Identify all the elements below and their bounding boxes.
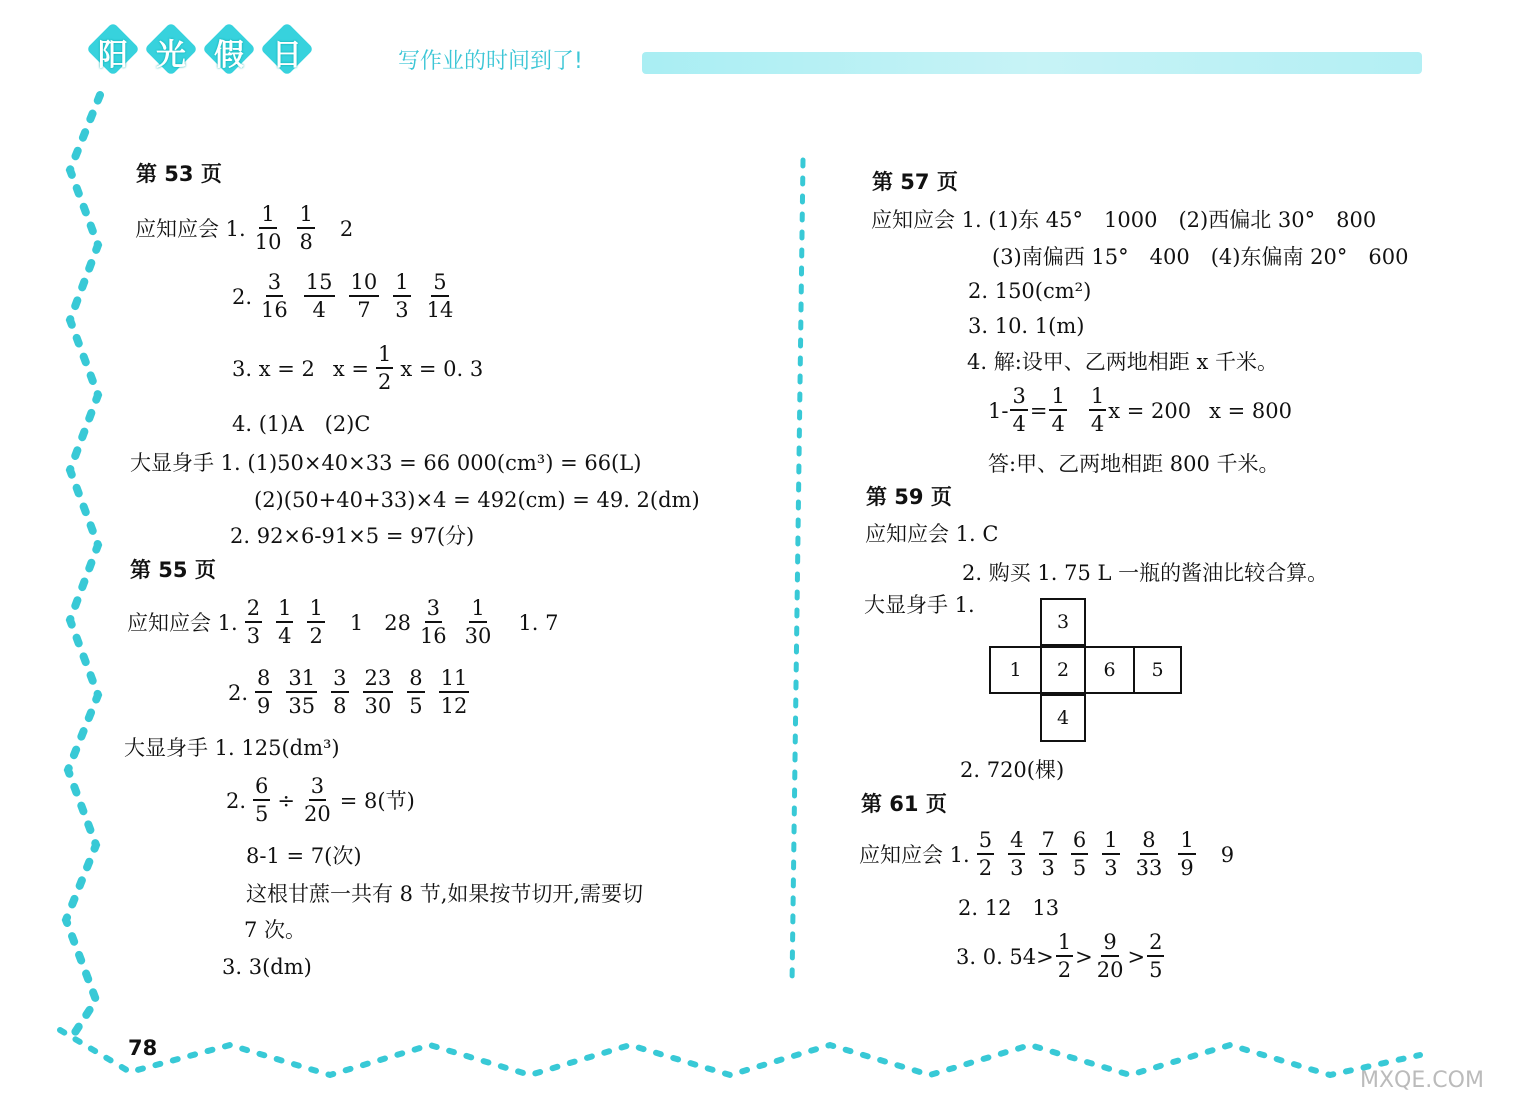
logo-char: 光 (156, 38, 186, 73)
fraction: $\frac{1}{3}$ (1104, 828, 1118, 880)
p57-line2: 2. 150(cm²) (968, 279, 1092, 303)
section-title-p55: 第 55 页 (130, 558, 216, 582)
fraction: $\frac{23}{30}$ (364, 666, 392, 718)
net-cell: 5 (1133, 646, 1182, 694)
fraction: $\frac{2}{5}$ (1149, 930, 1163, 982)
value: 2 (339, 216, 354, 241)
logo-char: 阳 (98, 38, 128, 73)
fraction: $\frac{2}{3}$ (246, 596, 261, 648)
p53-d2: 2. 92×6-91×5 = 97(分) (230, 524, 475, 548)
p53-line3: 3. x = 2 x = $\frac{1}{2}$ x = 0. 3 (232, 342, 484, 394)
p59-line2: 2. 购买 1. 75 L 一瓶的酱油比较合算。 (962, 561, 1329, 585)
fraction: $\frac{9}{20}$ (1096, 930, 1124, 982)
watermark: MXQE.COM (1360, 1068, 1484, 1093)
p59-d1: 大显身手 1. (864, 593, 975, 617)
p55-line1: 应知应会 1. $\frac{2}{3}$ $\frac{1}{4}$ $\frac{1}{2}$ 1 28 $\frac{3}{16}$ $\frac{1}{30}$ 1. 7 (127, 596, 559, 648)
p53-d1: 大显身手 1. (1)50×40×33 = 66 000(cm³) = 66(L) (130, 451, 642, 475)
p53-line2 (232, 272, 462, 321)
fraction: $\frac{1}{2}$ (1057, 930, 1072, 982)
header-slogan: 写作业的时间到了! (398, 49, 583, 74)
p53-line1 (135, 204, 353, 253)
fraction: $\frac{3}{16}$ (419, 596, 447, 648)
fraction: $\frac{15}{4}$ (305, 270, 333, 322)
p55-line2: 2. $\frac{8}{9}$ $\frac{31}{35}$ $\frac{3}{8}$ $\frac{23}{30}$ $\frac{8}{5}$ $\frac{11}{12}$ (228, 666, 468, 718)
net-cell: 1 (989, 646, 1042, 694)
fraction: $\frac{7}{3}$ (1041, 828, 1055, 880)
label: 应知应会 1. (135, 216, 246, 241)
p57-answer: 答:甲、乙两地相距 800 千米。 (988, 452, 1280, 476)
fraction: $\frac{1}{8}$ (299, 202, 313, 254)
fraction: $\frac{31}{35}$ (288, 666, 316, 718)
p61-line2: 2. 12 13 (958, 896, 1060, 920)
p59-d2: 2. 720(棵) (960, 758, 1065, 782)
page-number: 78 (128, 1036, 158, 1060)
fraction: $\frac{6}{5}$ (255, 774, 269, 826)
fraction: $\frac{1}{9}$ (1180, 828, 1194, 880)
p53-line4: 4. (1)A (2)C (232, 412, 371, 436)
p55-d2-line3: 这根甘蔗一共有 8 节,如果按节切开,需要切 (246, 882, 644, 906)
fraction: $\frac{1}{30}$ (464, 596, 492, 648)
fraction: $\frac{6}{5}$ (1072, 828, 1087, 880)
fraction: $\frac{1}{10}$ (254, 202, 282, 254)
fraction: $\frac{3}{16}$ (261, 270, 288, 322)
header-band (642, 52, 1422, 74)
label: 2. (232, 284, 253, 309)
net-cell: 6 (1084, 646, 1135, 694)
p55-d2-line2: 8-1 = 7(次) (246, 844, 362, 868)
fraction: $\frac{8}{5}$ (409, 666, 423, 718)
p61-line1: 应知应会 1. $\frac{5}{2}$ $\frac{4}{3}$ $\frac{7}{3}$ $\frac{6}{5}$ $\frac{1}{3}$ $\frac{8}{33}$ $\frac{1}{9}$ 9 (859, 828, 1235, 880)
fraction: $\frac{11}{12}$ (440, 666, 468, 718)
fraction: $\frac{1}{2}$ (378, 342, 392, 394)
fraction: $\frac{1}{4}$ (278, 596, 292, 648)
fraction: $\frac{10}{7}$ (350, 270, 378, 322)
p57-line3: 3. 10. 1(m) (968, 314, 1085, 338)
fraction: $\frac{1}{4}$ (1090, 384, 1105, 436)
fraction: $\frac{3}{20}$ (304, 774, 331, 826)
p55-d2-line4: 7 次。 (244, 918, 307, 942)
section-title-p57: 第 57 页 (872, 170, 958, 194)
fraction: $\frac{5}{14}$ (426, 270, 454, 322)
fraction: $\frac{1}{2}$ (309, 596, 323, 648)
fraction: $\frac{3}{4}$ (1012, 384, 1026, 436)
net-cell: 2 (1040, 646, 1086, 694)
fraction: $\frac{1}{4}$ (1051, 384, 1065, 436)
fraction: $\frac{3}{8}$ (333, 666, 347, 718)
p53-d1b: (2)(50+40+33)×4 = 492(cm) = 49. 2(dm) (254, 488, 700, 512)
logo-char: 假 (214, 38, 244, 73)
p57-equation: 1- $\frac{3}{4}$ = $\frac{1}{4}$ $\frac{1}{4}$ x = 200 x = 800 (988, 384, 1292, 436)
fraction: $\frac{8}{33}$ (1135, 828, 1163, 880)
p55-d2: 2. $\frac{6}{5}$ ÷ $\frac{3}{20}$ = 8(节) (226, 774, 415, 826)
section-title-p59: 第 59 页 (866, 485, 952, 509)
p59-line1: 应知应会 1. C (865, 522, 999, 546)
p55-d3: 3. 3(dm) (222, 955, 312, 979)
fraction: $\frac{5}{2}$ (978, 828, 993, 880)
logo-char: 日 (272, 38, 302, 73)
p55-d1: 大显身手 1. 125(dm³) (124, 736, 340, 760)
net-cell: 4 (1040, 694, 1086, 742)
p57-line1: 应知应会 1. (1)东 45° 1000 (2)西偏北 30° 800 (871, 208, 1377, 232)
section-title-p61: 第 61 页 (861, 792, 947, 816)
fraction: $\frac{4}{3}$ (1010, 828, 1024, 880)
fraction: $\frac{8}{9}$ (257, 666, 271, 718)
fraction: $\frac{1}{3}$ (395, 270, 409, 322)
section-title-p53: 第 53 页 (136, 162, 222, 186)
p57-line4: 4. 解:设甲、乙两地相距 x 千米。 (967, 350, 1278, 374)
p57-line1b: (3)南偏西 15° 400 (4)东偏南 20° 600 (992, 245, 1409, 269)
p61-line3: 3. 0. 54> $\frac{1}{2}$ > $\frac{9}{20}$ > $\frac{2}{5}$ (956, 930, 1163, 982)
net-cell: 3 (1040, 598, 1086, 646)
